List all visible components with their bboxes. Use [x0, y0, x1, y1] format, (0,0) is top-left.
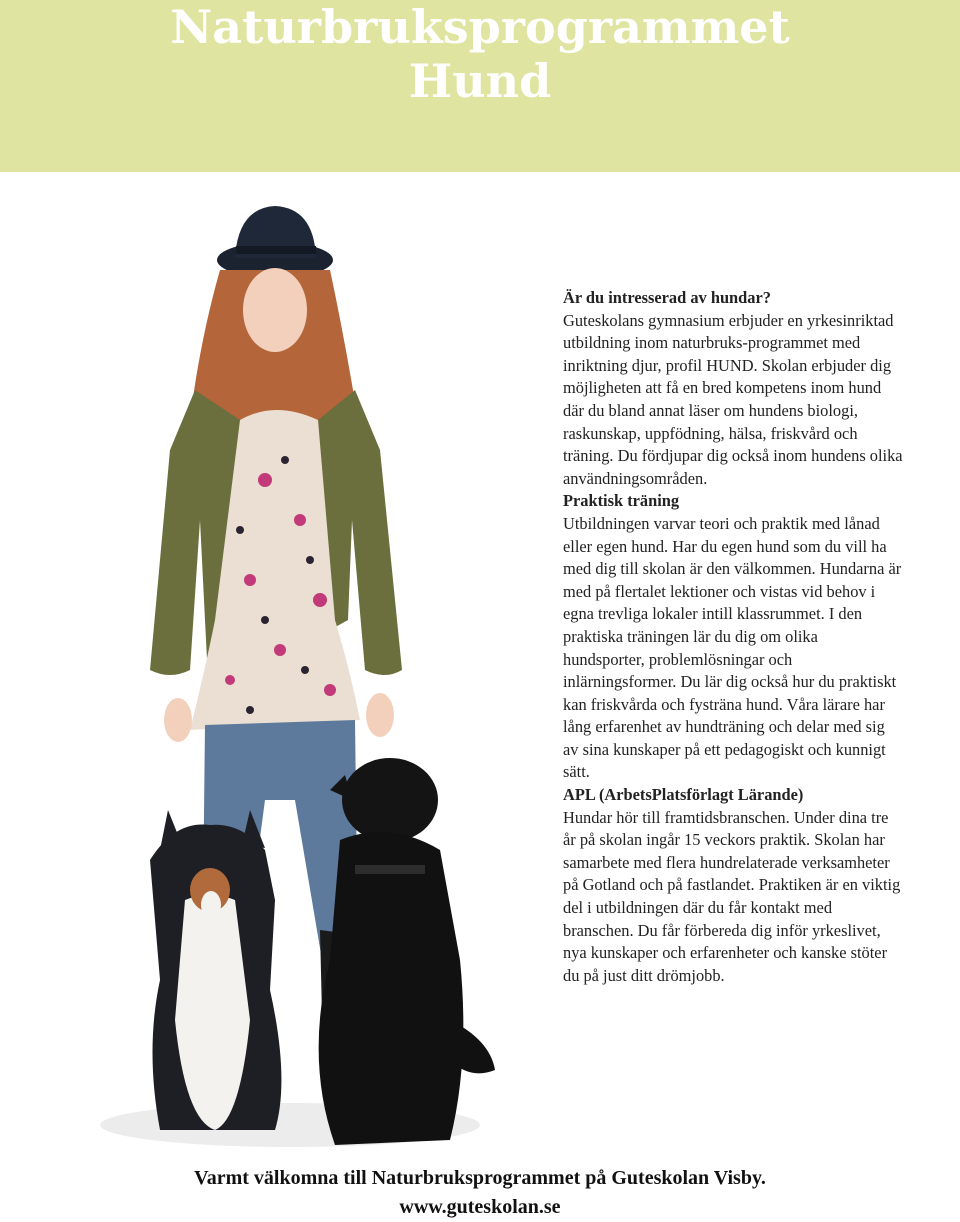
intro-question: Är du intresserad av hundar?: [563, 288, 771, 307]
section-paragraph-praktisk-traning: Utbildningen varvar teori och praktik med lånad eller egen hund. Har du egen hund som du vill ha med dig till skolan är den välkommen. Hundarna är med på flertalet lektioner och vistas vid behov i egna trevliga lokaler intill klassrummet. I den praktiska träningen lär du dig om olika hundsporter, problemlösningar och inlärningsformer. Du lär dig också hur du praktiskt kan friskvårda och fysträna hund. Våra lärare har lång erfarenhet av hundträning och delar med sig av sina kunskaper på ett pedagogiskt och kunnigt sätt.: [563, 513, 902, 782]
section-heading-praktisk-traning: Praktisk träning: [563, 491, 680, 511]
welcome-text: Varmt välkomna till Naturbruksprogrammet på Guteskolan Visby.: [194, 1167, 766, 1189]
page-title-line1: Naturbruksprogrammet: [170, 0, 790, 54]
student-with-dogs-photo: [90, 200, 510, 1170]
header-banner: [0, 0, 960, 172]
section-paragraph-apl: Hundar hör till framtidsbranschen. Under dina tre år på skolan ingår 15 veckors praktik. Skolan har samarbete med flera hundrelaterade verksamheter på Gotland och på fastlandet. Praktiken är en viktig del i utbildningen där du får kontakt med branschen. Du får förbereda dig inför yrkeslivet, nya kunskaper och erfarenheter och kanske stöter du på just ditt drömjobb.: [563, 807, 901, 985]
section-heading-apl: APL (ArbetsPlatsförlagt Lärande): [563, 785, 804, 805]
website-link[interactable]: www.guteskolan.se: [399, 1196, 561, 1218]
article-body: [563, 287, 903, 987]
collie-dog-icon: [150, 810, 281, 1130]
hat-icon: [217, 206, 333, 278]
intro-paragraph: Guteskolans gymnasium erbjuder en yrkesinriktad utbildning inom naturbruks-programmet med inriktning djur, profil HUND. Skolan erbjuder dig möjligheten att få en bred kompetens inom hund där du bland annat läser om hundens biologi, raskunskap, uppfödning, hälsa, friskvård och träning. Du fördjupar dig också inom hundens olika användningsområden.: [563, 310, 903, 488]
footer: [0, 1164, 960, 1222]
page-title-line2: Hund: [408, 54, 552, 108]
